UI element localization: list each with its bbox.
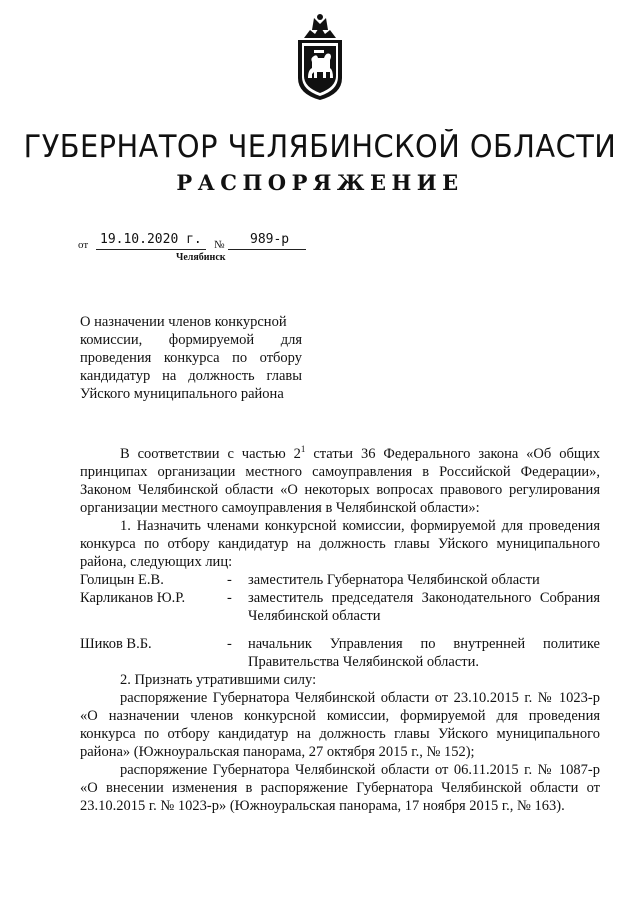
member-name: Голицын Е.В. — [80, 572, 164, 588]
intro-superscript: 1 — [300, 444, 306, 455]
subject-line: проведения конкурса по отбору — [80, 350, 302, 366]
member-name: Шиков В.Б. — [80, 636, 152, 652]
item-2: 2. Признать утратившими силу: — [120, 672, 317, 688]
member-row — [80, 589, 600, 625]
repeal-paragraph: распоряжение Губернатора Челябинской области от 06.11.2015 г. № 1087-р «О внесении изменения в распоряжение Губернатора Челябинской области от 23.10.2015 г. № 1023-р» (Южноуральская панорама, 17 ноября 2015 г., № 163). — [80, 762, 600, 814]
document-heading: ГУБЕРНАТОР ЧЕЛЯБИНСКОЙ ОБЛАСТИ — [23, 129, 617, 165]
member-dash: - — [227, 572, 232, 588]
member-position: заместитель Губернатора Челябинской области — [248, 572, 540, 588]
document-city: Челябинск — [176, 252, 226, 263]
subject-line: Уйского муниципального района — [80, 386, 284, 402]
number-underline — [228, 249, 306, 250]
chelyabinsk-coat-of-arms-icon — [290, 12, 350, 102]
document-number: 989-р — [250, 232, 290, 247]
document-subject — [80, 313, 302, 403]
member-dash: - — [227, 636, 232, 652]
document-body — [80, 445, 600, 815]
intro-text-continued: статьи 36 Федерального закона «Об общих принципах организации местного самоуправления в Российской Федерации», Законом Челябинской области «О некоторых вопросах правового регулирования организации местного самоуправления в Челябинской области»: — [80, 446, 601, 516]
number-label: № — [214, 239, 225, 251]
date-underline — [96, 249, 206, 250]
member-position: начальник Управления по внутренней политике Правительства Челябинской области. — [248, 636, 600, 670]
document-meta — [78, 232, 318, 252]
member-position: заместитель председателя Законодательного Собрания Челябинской области — [248, 590, 600, 624]
subject-line: О назначении членов конкурсной — [80, 314, 287, 330]
intro-text: В соответствии с частью 2 — [120, 446, 301, 462]
member-dash: - — [227, 590, 232, 606]
member-row — [80, 635, 600, 671]
subject-line: комиссии, формируемой для — [80, 332, 302, 348]
document-date: 19.10.2020 г. — [100, 232, 202, 247]
member-row — [80, 571, 600, 589]
intro-paragraph — [80, 445, 600, 517]
member-name: Карликанов Ю.Р. — [80, 590, 186, 606]
item-1: 1. Назначить членами конкурсной комиссии, формируемой для проведения конкурса по отбору кандидатур на должность главы Уйского муниципального района, следующих лиц: — [80, 518, 600, 570]
subject-line: кандидатур на должность главы — [80, 368, 302, 384]
document-type: РАСПОРЯЖЕНИЕ — [176, 170, 464, 195]
repeal-paragraph: распоряжение Губернатора Челябинской области от 23.10.2015 г. № 1023-р «О назначении членов конкурсной комиссии, формируемой для проведения конкурса по отбору кандидатур на должность главы Уйского муниципального района» (Южноуральская панорама, 27 октября 2015 г., № 152); — [80, 690, 600, 760]
date-label: от — [78, 239, 89, 251]
